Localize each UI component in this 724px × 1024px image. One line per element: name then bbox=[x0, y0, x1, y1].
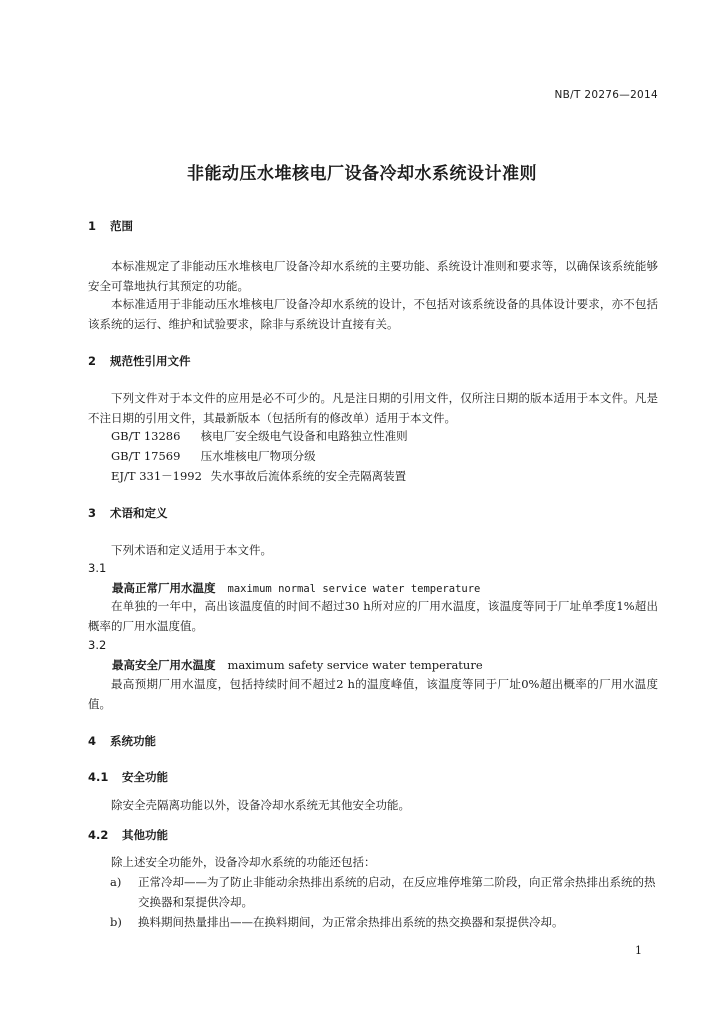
standard-code: NB/T 20276—2014 bbox=[554, 89, 658, 101]
reference-item bbox=[111, 448, 316, 464]
list-item-text: 正常冷却——为了防止非能动余热排出系统的启动，在反应堆停堆第二阶段，向正常余热排出系统的热交换器和泵提供冷却。 bbox=[138, 875, 656, 909]
section-title: 规范性引用文件 bbox=[110, 354, 191, 368]
term-zh: 最高正常厂用水温度 bbox=[112, 581, 216, 595]
list-item-label: b) bbox=[110, 915, 122, 929]
term-title bbox=[112, 657, 483, 673]
paragraph: 下列术语和定义适用于本文件。 bbox=[111, 543, 272, 557]
reference-code: GB/T 13286 bbox=[111, 429, 181, 443]
reference-code: EJ/T 331－1992 bbox=[111, 469, 202, 483]
page-number: 1 bbox=[635, 944, 642, 957]
section-4-heading bbox=[88, 733, 156, 749]
paragraph: 下列文件对于本文件的应用是必不可少的。凡是注日期的引用文件，仅所注日期的版本适用于本文件。凡是不注日期的引用文件，其最新版本（包括所有的修改单）适用于本文件。 bbox=[88, 391, 658, 425]
section-title: 范围 bbox=[110, 219, 134, 233]
section-number: 3 bbox=[88, 506, 97, 520]
subsection-4-1-heading bbox=[88, 769, 168, 785]
section-3-heading bbox=[88, 505, 168, 521]
reference-code: GB/T 17569 bbox=[111, 449, 181, 463]
reference-item bbox=[111, 468, 406, 484]
paragraph: 本标准规定了非能动压水堆核电厂设备冷却水系统的主要功能、系统设计准则和要求等，以确保该系统能够安全可靠地执行其预定的功能。 bbox=[88, 259, 658, 293]
reference-title: 压水堆核电厂物项分级 bbox=[200, 449, 316, 463]
subsection-title: 其他功能 bbox=[122, 828, 169, 842]
section-2-heading bbox=[88, 353, 191, 369]
list-item bbox=[110, 912, 658, 932]
term-en: maximum normal service water temperature bbox=[227, 583, 481, 595]
term-definition: 最高预期厂用水温度，包括持续时间不超过2 h的温度峰值，该温度等同于厂址0%超出概率的厂用水温度值。 bbox=[88, 677, 658, 711]
paragraph: 本标准适用于非能动压水堆核电厂设备冷却水系统的设计，不包括对该系统设备的具体设计要求，亦不包括该系统的运行、维护和试验要求，除非与系统设计直接有关。 bbox=[88, 297, 658, 331]
list-item bbox=[110, 872, 658, 912]
reference-item bbox=[111, 428, 408, 444]
subsection-4-2-heading bbox=[88, 827, 168, 843]
subsection-number: 4.2 bbox=[88, 828, 109, 842]
term-definition: 在单独的一年中，高出该温度值的时间不超过30 h所对应的厂用水温度，该温度等同于厂址单季度1%超出概率的厂用水温度值。 bbox=[88, 599, 658, 633]
reference-title: 核电厂安全级电气设备和电路独立性准则 bbox=[200, 429, 408, 443]
section-number: 2 bbox=[88, 354, 97, 368]
section-1-heading bbox=[88, 218, 133, 234]
term-en: maximum safety service water temperature bbox=[227, 658, 483, 672]
section-number: 1 bbox=[88, 219, 97, 233]
term-number: 3.1 bbox=[88, 561, 107, 575]
list-item-text: 换料期间热量排出——在换料期间，为正常余热排出系统的热交换器和泵提供冷却。 bbox=[138, 915, 564, 929]
section-title: 系统功能 bbox=[110, 734, 157, 748]
paragraph: 除上述安全功能外，设备冷却水系统的功能还包括： bbox=[111, 855, 376, 869]
section-number: 4 bbox=[88, 734, 97, 748]
term-title bbox=[112, 580, 480, 596]
term-zh: 最高安全厂用水温度 bbox=[112, 658, 216, 672]
term-number: 3.2 bbox=[88, 638, 107, 652]
subsection-title: 安全功能 bbox=[122, 770, 169, 784]
subsection-number: 4.1 bbox=[88, 770, 109, 784]
document-title: 非能动压水堆核电厂设备冷却水系统设计准则 bbox=[187, 164, 537, 184]
section-title: 术语和定义 bbox=[110, 506, 168, 520]
paragraph: 除安全壳隔离功能以外，设备冷却水系统无其他安全功能。 bbox=[111, 798, 410, 812]
list-item-label: a) bbox=[110, 875, 122, 889]
reference-title: 失水事故后流体系统的安全壳隔离装置 bbox=[210, 469, 407, 483]
